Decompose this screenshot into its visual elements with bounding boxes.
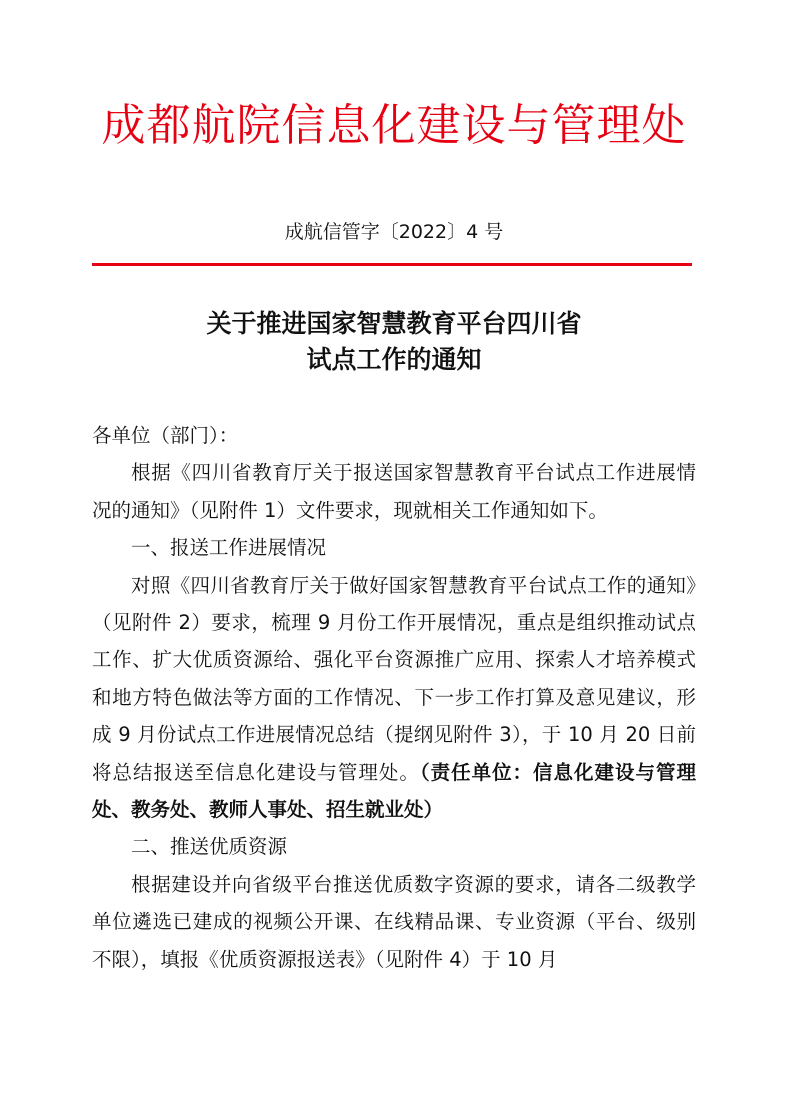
salutation: 各单位（部门）： <box>92 424 239 447</box>
section-1-paragraph <box>92 567 696 829</box>
notice-title <box>0 306 788 378</box>
section-2-paragraph: 根据建设并向省级平台推送优质数字资源的要求，请各二级教学单位遴选已建成的视频公开课、在线精品课、专业资源（平台、级别不限），填报《优质资源报送表》（见附件 4）于 10 月 <box>92 872 696 971</box>
section-1-responsibility: （责任单位：信息化建设与管理处、教务处、教师人事处、招生就业处） <box>92 760 696 822</box>
section-1-text: 对照《四川省教育厅关于做好国家智慧教育平台试点工作的通知》（见附件 2）要求，梳理 9 月份工作开展情况，重点是组织推动试点工作、扩大优质资源给、强化平台资源推广应用、探索人才培养模式和地方特色做法等方面的工作情况、下一步工作打算及意见建议，形成 9 月份试点工作进展情况总结（提纲见附件 3），于 10 月 20 日前将总结报送至信息化建设与管理处。 <box>92 573 696 784</box>
notice-title-line-1: 关于推进国家智慧教育平台四川省 <box>206 309 582 338</box>
organization-title: 成都航院信息化建设与管理处 <box>101 100 687 151</box>
intro-paragraph: 根据《四川省教育厅关于报送国家智慧教育平台试点工作进展情况的通知》（见附件 1）文件要求，现就相关工作通知如下。 <box>92 461 696 522</box>
notice-body <box>92 417 696 978</box>
red-divider-line <box>92 263 692 266</box>
notice-title-line-2: 试点工作的通知 <box>306 345 482 374</box>
document-number: 成航信管字〔2022〕4 号 <box>284 221 504 243</box>
section-2-heading: 二、推送优质资源 <box>131 835 288 859</box>
section-1-heading: 一、报送工作进展情况 <box>131 536 327 560</box>
